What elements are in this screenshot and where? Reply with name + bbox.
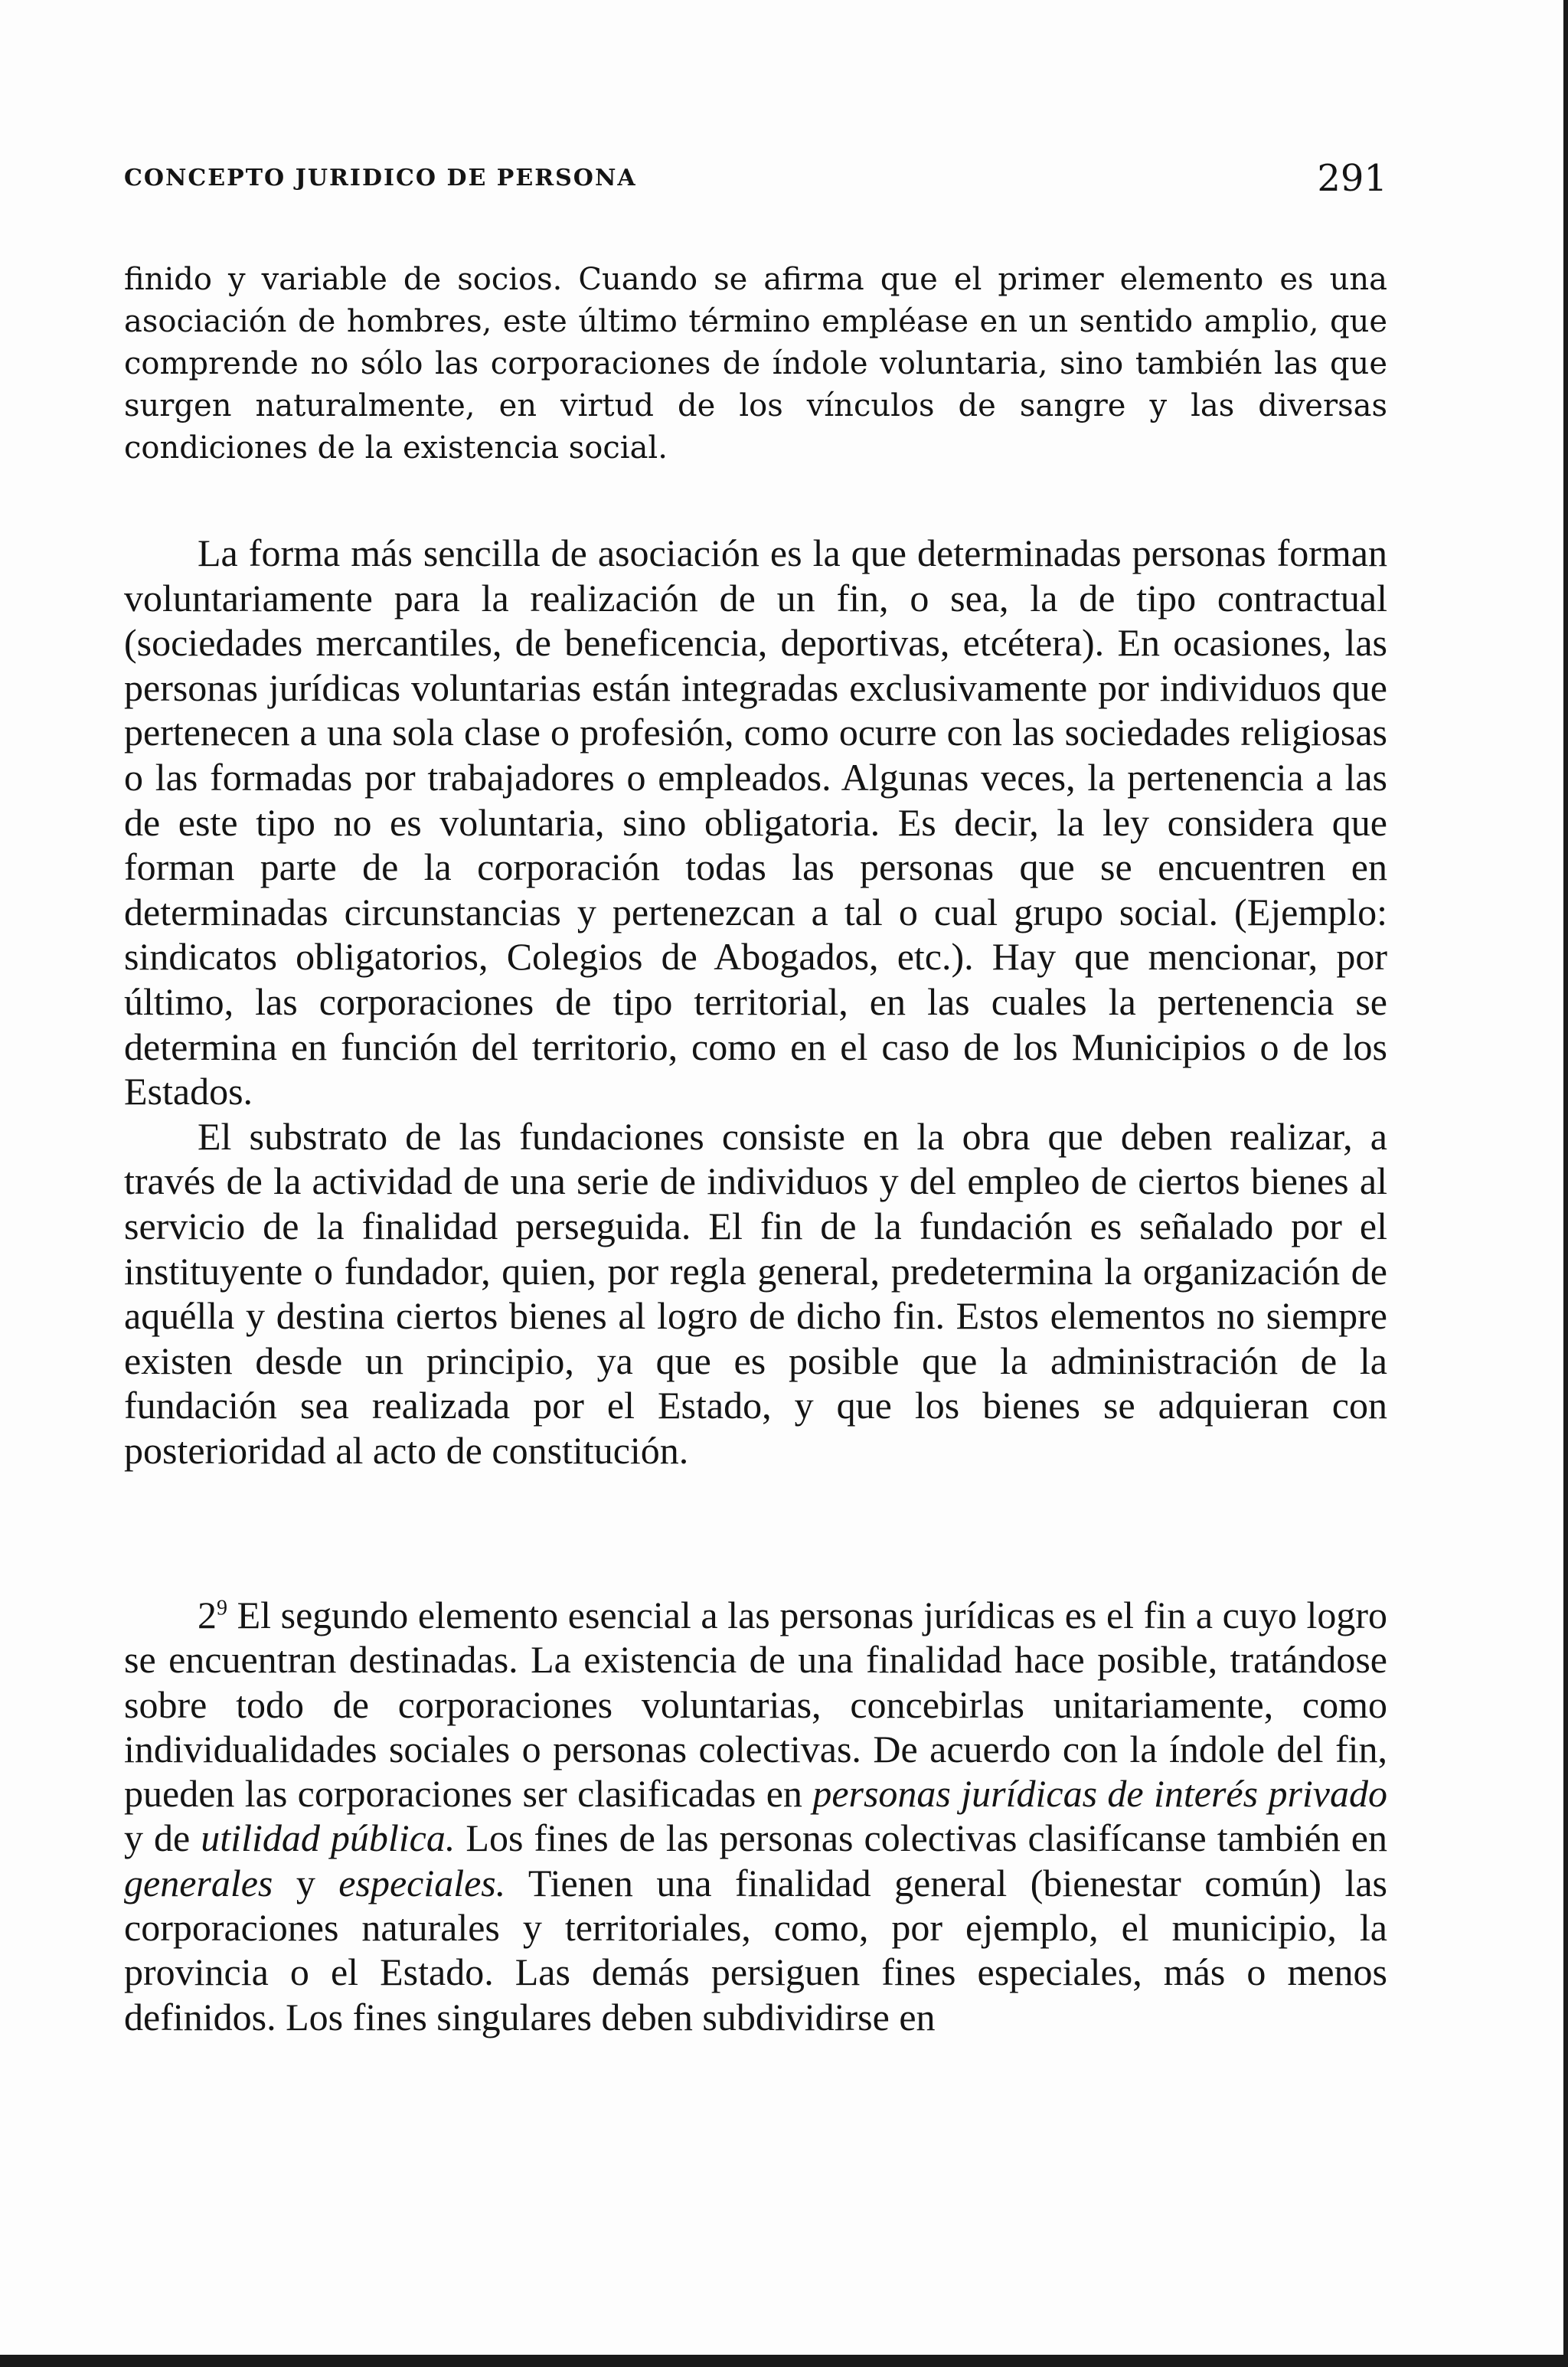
italic-term-generales: generales <box>124 1861 273 1904</box>
section-numeral: $2^9$ <box>198 1594 227 1636</box>
italic-term-especiales: especiales. <box>338 1861 506 1904</box>
paragraph-segundo-elemento: $2^9$ El segundo elemento esencial a las personas jurídicas es el fin a cuyo logro se encuentran destinadas. La existencia de una finalidad hace posible, tratándose sobre todo de corporaciones voluntarias, concebirlas unitariamente, como individualidades sociales o personas colectivas. De acuerdo con la índole del fin, pueden las corporaciones ser clasificadas en personas jurídicas de interés privado y de utilidad pública. Los fines de las personas colectivas clasifícanse también en generales y especiales. Tienen una finalidad general (bienestar común) las corporaciones naturales y territoriales, como, por ejemplo, el municipio, la provincia o el Estado. Las demás persiguen fines especiales, más o menos definidos. Los fines singulares deben subdividirse en <box>124 1594 1387 2038</box>
paragraph-asociacion: La forma más sencilla de asociación es la que determinadas personas forman voluntariamente para la realización de un fin, o sea, la de tipo contractual (sociedades mercantiles, de beneficencia, deportivas, etcétera). En ocasiones, las personas jurídicas voluntarias están integradas exclusivamente por individuos que pertenecen a una sola clase o profesión, como ocurre con las sociedades religiosas o las formadas por trabajadores o empleados. Algunas veces, la pertenencia a las de este tipo no es voluntaria, sino obligatoria. Es decir, la ley considera que forman parte de la corporación todas las personas que se encuentren en determinadas circunstancias y pertenezcan a tal o cual grupo social. (Ejemplo: sindicatos obligatorios, Colegios de Abogados, etc.). Hay que mencionar, por último, las corporaciones de tipo territorial, en las cuales la pertenencia se determina en función del territorio, como en el caso de los Municipios o de los Estados. <box>124 531 1387 1113</box>
text-block-top <box>124 259 1387 469</box>
scan-edge-right <box>1563 0 1568 2367</box>
italic-term-utilidad-publica: utilidad pública. <box>201 1816 456 1860</box>
paragraph-fundaciones: El substrato de las fundaciones consiste en la obra que deben realizar, a través de la actividad de una serie de individuos y del empleo de ciertos bienes al servicio de la finalidad perseguida. El fin de la fundación es señalado por el instituyente o fundador, quien, por regla general, predetermina la organización de aquélla y destina ciertos bienes al logro de dicho fin. Estos elementos no siempre existen desde un principio, ya que es posible que la administración de la fundación sea realizada por el Estado, y que los bienes se adquieran con posterioridad al acto de constitución. <box>124 1114 1387 1472</box>
paragraph-continuation: finido y variable de socios. Cuando se afirma que el primer elemento es una asociación de hombres, este último término empléase en un sentido amplio, que comprende no sólo las corporaciones de índole voluntaria, sino también las que surgen naturalmente, en virtud de los vínculos de sangre y las diversas condiciones de la existencia social. <box>124 262 1387 466</box>
text-block-bottom <box>124 1593 1387 2039</box>
page-number: 291 <box>1317 157 1387 200</box>
running-title: CONCEPTO JURIDICO DE PERSONA <box>124 165 637 191</box>
text-block-middle <box>124 531 1387 1473</box>
italic-term-interes-privado: personas jurídicas de interés privado <box>812 1772 1387 1816</box>
scan-edge-bottom <box>0 2355 1568 2367</box>
running-header <box>124 157 1387 203</box>
